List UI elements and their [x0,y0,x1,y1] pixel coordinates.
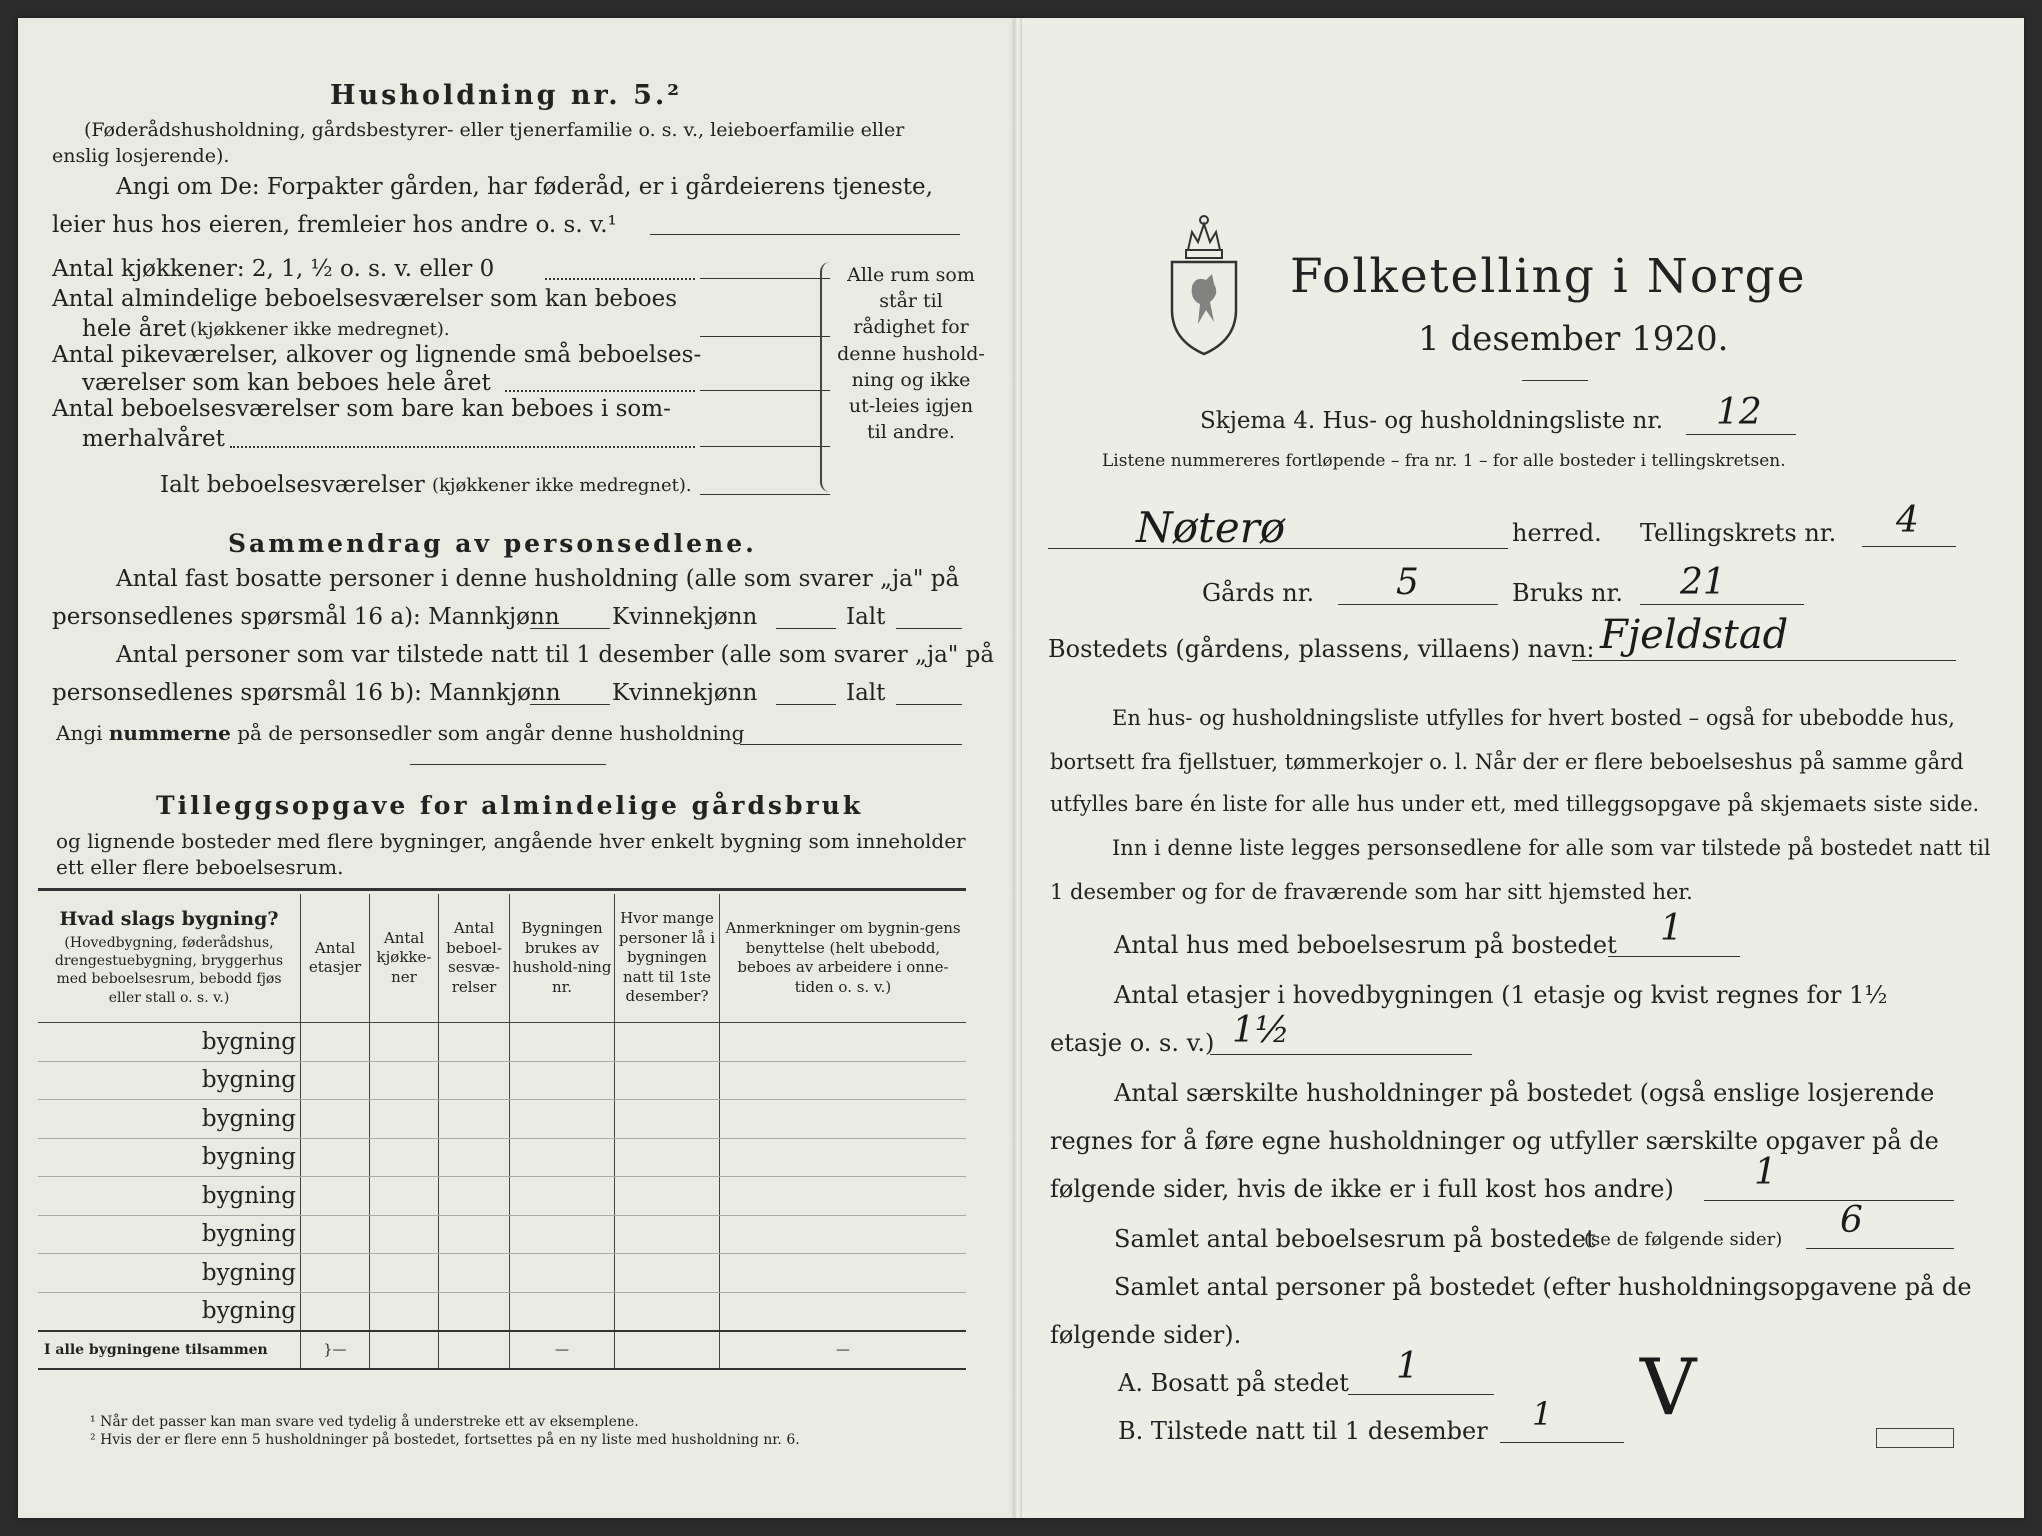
rooms1-answer-line[interactable] [700,336,830,337]
q-hush-line-3: følgende sider, hvis de ikke er i full kost hos andre) [1050,1175,1674,1203]
footnote-2: ² Hvis der er flere enn 5 husholdninger på bostedet, fortsettes på en ny liste med husholdning nr. 6. [90,1432,800,1448]
total-floors[interactable]: }— [301,1331,370,1369]
numbers-c: på de personsedler som angår denne husholdning [237,721,745,745]
bruks-label: Bruks nr. [1512,579,1623,607]
row-label: bygning [38,1254,301,1293]
table-row [38,1254,966,1293]
header-household: Bygningen brukes av hushold-ning nr. [510,894,615,1023]
header-building-type-desc: (Hovedbygning, føderådshus, drengestuebygning, bryggerhus med beboelsesrum, bebodd fjøs eller stall o. s. v.) [54,934,284,1006]
rooms2-line-1: Antal pikeværelser, alkover og lignende små beboelses- [52,342,702,368]
row-label: bygning [38,1138,301,1177]
header-building-type-title: Hvad slags bygning? [59,908,279,931]
gards-answer-line[interactable] [1338,604,1498,605]
extra-line-1: og lignende bosteder med flere bygninger, angående hver enkelt bygning som inneholder [56,829,966,853]
rooms1-note: (kjøkkener ikke medregnet). [190,319,450,340]
rooms3-dots [230,446,695,448]
page-fold [1014,18,1022,1518]
s2-men-line[interactable] [530,704,610,705]
summary-1-line-1: Antal fast bosatte personer i denne husholdning (alle som svarer „ja" på [116,566,960,592]
total-rooms-label: Ialt beboelsesværelser [160,472,425,498]
summary-2-line-1: Antal personer som var tilstede natt til 1 desember (alle som svarer „ja" på [116,642,995,668]
q-pers-line-1: Samlet antal personer på bostedet (efter husholdningsopgavene på de [1114,1273,1972,1301]
kitchens-dots [545,278,695,280]
household-title: Husholdning nr. 5.² [330,80,683,111]
q-hush-answer-line[interactable] [1704,1200,1954,1201]
q-etasjer-line-1: Antal etasjer i hovedbygningen (1 etasje og kvist regnes for 1½ [1114,981,1888,1009]
q-rum-label: Samlet antal beboelsesrum på bostedet [1114,1225,1596,1253]
extra-title: Tilleggsopgave for almindelige gårdsbruk [156,791,864,820]
q-hush-line-1: Antal særskilte husholdninger på bostedet (også enslige losjerende [1114,1079,1935,1107]
q-hus-label: Antal hus med beboelsesrum på bostedet [1114,931,1617,959]
household-subtitle-1: (Føderådshusholdning, gårdsbestyrer- eller tjenerfamilie o. s. v., leieboerfamilie eller [84,119,905,141]
rooms3-line-1: Antal beboelsesværelser som bare kan beboes i som- [52,396,671,422]
total-row [38,1331,966,1369]
footnote-1: ¹ Når det passer kan man svare ved tydelig å understreke ett av eksemplene. [90,1414,639,1430]
header-rooms: Antal beboel-sesvæ-relser [439,894,510,1023]
kitchens-label: Antal kjøkkener: 2, 1, ½ o. s. v. eller 0 [52,256,495,282]
s1-women-label: Kvinnekjønn [612,604,758,630]
a-answer-line[interactable] [1348,1394,1494,1395]
info1-line-2: bortsett fra fjellstuer, tømmerkojer o. l. Når der er flere beboelseshus på samme gård [1050,750,1964,774]
s1-women-line[interactable] [776,628,836,629]
header-floors: Antal etasjer [301,894,370,1023]
household-subtitle-2: enslig losjerende). [52,145,230,167]
rooms3-answer-line[interactable] [700,446,830,447]
form-date: 1 desember 1920. [1418,319,1729,359]
schema-label: Skjema 4. Hus- og husholdningsliste nr. [1200,408,1664,434]
q-rum-answer-line[interactable] [1806,1248,1954,1249]
check-mark: V [1640,1343,1697,1433]
bruks-answer-line[interactable] [1640,604,1804,605]
q-hush-line-2: regnes for å føre egne husholdninger og utfyller særskilte opgaver på de [1050,1127,1939,1155]
table-row [38,1023,966,1062]
table-top-rule [38,888,966,891]
b-label: B. Tilstede natt til 1 desember [1118,1417,1488,1445]
schema-value[interactable]: 12 [1716,392,1762,433]
total-rooms-note: (kjøkkener ikke medregnet). [432,475,692,496]
table-row [38,1177,966,1216]
header-building-type [38,894,301,1023]
rooms2-dots [505,390,695,392]
info2-line-1: Inn i denne liste legges personsedlene for alle som var tilstede på bostedet natt til [1112,836,1991,860]
b-value[interactable]: 1 [1532,1395,1553,1433]
bosted-value[interactable]: Fjeldstad [1600,612,1789,658]
header-remarks: Anmerkninger om bygnin-gens benyttelse (helt ubebodd, beboes av arbeidere i onne-tiden o. s. v.) [720,894,967,1023]
total-remarks[interactable]: — [720,1331,967,1369]
sidebox-note: Alle rum som står til rådighet for denne hushold-ning og ikke ut-leies igjen til andre. [837,264,985,444]
row-label: bygning [38,1061,301,1100]
krets-value[interactable]: 4 [1896,500,1919,541]
s1-total-label: Ialt [846,604,886,630]
total-household[interactable]: — [510,1331,615,1369]
bosted-answer-line[interactable] [1572,660,1956,661]
info1-line-1: En hus- og husholdningsliste utfylles for hvert bosted – også for ubebodde hus, [1112,706,1955,730]
bosted-label: Bostedets (gårdens, plassens, villaens) navn: [1048,635,1595,663]
s2-women-label: Kvinnekjønn [612,680,758,706]
s2-total-line[interactable] [896,704,962,705]
total-row-label: I alle bygningene tilsammen [38,1331,301,1369]
extra-line-2: ett eller flere beboelsesrum. [56,855,344,879]
numbers-b: nummerne [108,721,231,745]
summary-1-line-2: personsedlenes spørsmål 16 a): Mannkjønn [52,604,560,630]
krets-label: Tellingskrets nr. [1640,519,1837,547]
rooms1-line-1: Antal almindelige beboelsesværelser som kan beboes [52,286,678,312]
a-label: A. Bosatt på stedet [1118,1369,1349,1397]
row-label: bygning [38,1023,301,1062]
row-label: bygning [38,1177,301,1216]
buildings-table [38,894,966,1370]
ask-line-1: Angi om De: Forpakter gården, har føderåd, er i gårdeierens tjeneste, [116,174,933,200]
q-rum-value[interactable]: 6 [1840,1200,1863,1241]
q-etasjer-value[interactable]: 1½ [1232,1010,1290,1051]
herred-value[interactable]: Nøterø [1136,503,1286,552]
s1-total-line[interactable] [896,628,962,629]
numbering-note: Listene nummereres fortløpende – fra nr. 1 – for alle bosteder i tellingskretsen. [1102,451,1786,471]
ask-line-2: leier hus hos eieren, fremleier hos andre o. s. v.¹ [52,212,617,238]
q-etasjer-line-2: etasje o. s. v.) [1050,1029,1215,1057]
bruks-value[interactable]: 21 [1680,562,1726,603]
summary-title: Sammendrag av personsedlene. [228,529,757,558]
header-kitchens: Antal kjøkke-ner [370,894,439,1023]
q-hus-value[interactable]: 1 [1660,908,1683,949]
numbers-line [56,722,744,745]
info2-line-2: 1 desember og for de fraværende som har sitt hjemsted her. [1050,880,1693,904]
row-label: bygning [38,1292,301,1331]
gards-value[interactable]: 5 [1396,562,1419,603]
q-etasjer-answer-line[interactable] [1210,1054,1472,1055]
row-label: bygning [38,1100,301,1139]
s1-men-line[interactable] [530,628,610,629]
summary-2-line-2: personsedlenes spørsmål 16 b): Mannkjønn [52,680,561,706]
table-row [38,1138,966,1177]
printer-stamp [1876,1428,1954,1448]
schema-answer-line[interactable] [1686,434,1796,435]
s2-total-label: Ialt [846,680,886,706]
a-value[interactable]: 1 [1396,1346,1419,1387]
section-divider [410,764,606,765]
table-row [38,1215,966,1254]
ask-answer-line[interactable] [650,234,960,235]
q-rum-note: (se de følgende sider) [1584,1229,1783,1250]
herred-label: herred. [1512,519,1602,547]
s2-women-line[interactable] [776,704,836,705]
q-pers-line-2: følgende sider). [1050,1321,1242,1349]
rooms1-line-2: hele året [82,316,187,342]
rooms2-line-2: værelser som kan beboes hele året [82,370,491,396]
table-row [38,1100,966,1139]
table-row [38,1061,966,1100]
b-answer-line[interactable] [1500,1442,1624,1443]
kitchens-answer-line[interactable] [700,278,830,279]
title-divider [1522,380,1588,381]
total-rooms-answer-line[interactable] [700,494,830,495]
row-label: bygning [38,1215,301,1254]
form-title: Folketelling i Norge [1290,249,1807,304]
rooms3-line-2: merhalvåret [82,426,225,452]
krets-answer-line[interactable] [1862,546,1956,547]
rooms2-answer-line[interactable] [700,390,830,391]
info1-line-3: utfylles bare én liste for alle hus under ett, med tilleggsopgave på skjemaets siste side. [1050,792,1980,816]
numbers-answer-line[interactable] [740,744,962,745]
gards-label: Gårds nr. [1202,579,1315,607]
coat-of-arms-icon [1166,210,1242,358]
q-hush-value[interactable]: 1 [1754,1152,1777,1193]
table-row [38,1292,966,1331]
header-persons: Hvor mange personer lå i bygningen natt til 1ste desember? [615,894,720,1023]
q-hus-answer-line[interactable] [1608,956,1740,957]
sidebox-brace [820,262,834,492]
numbers-a: Angi [56,721,103,745]
